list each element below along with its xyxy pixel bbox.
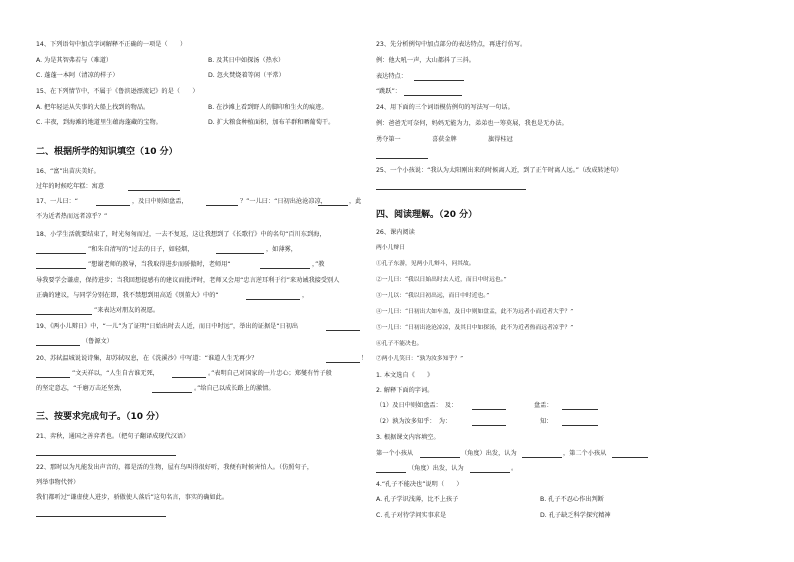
q20-line3b: 。”给自己以成长路上的激情。	[194, 385, 275, 392]
q22-line1: 22、那时以为凡能发出声音的，都是活的生物，屋有鸟叫得很好听，我便有时候害怕人。（仿照句子，	[36, 464, 314, 471]
q23-feature-blank[interactable]	[414, 80, 464, 81]
q14-stem: 14、下列语句中加点字词解释不正确的一项是（ ）	[36, 41, 187, 48]
q15-option-c[interactable]: C. 丰夜，到海滩的地道里生蕴海蓬藏的宝物。	[36, 119, 162, 126]
q26-sub1: 1. 本文选自《 》	[376, 372, 434, 379]
q26-sub4: 4.“孔子不能决也”说明（ ）	[376, 481, 463, 488]
q26-ji-blank[interactable]	[472, 409, 506, 410]
q17-line1b: ，及日中则如盘盂，	[132, 198, 188, 205]
q26-sub3-b: （角度）出发，认为	[461, 450, 517, 457]
q17-line2: 不为近者热而远者凉乎？”	[36, 213, 108, 220]
q20-line1b: ！	[361, 355, 368, 362]
q26-option-b[interactable]: B. 孔子不忍心作出判断	[540, 496, 604, 503]
q26-panyu-blank[interactable]	[562, 409, 598, 410]
q23-example: 例：他大吼一声，大山都抖了三抖。	[376, 57, 475, 64]
q14-option-c[interactable]: C. 蓬蓬一本阿（清凉的样子）	[36, 72, 119, 79]
q20-blank-1[interactable]	[326, 362, 360, 363]
q19-line2: （鲁源文）	[82, 338, 113, 345]
q26-view1-blank[interactable]	[522, 457, 562, 458]
q15-option-b[interactable]: B. 在沙滩上看到野人的脚印和生火的痕迹。	[208, 104, 328, 111]
q26-sub2-1b: 盘盂：	[534, 402, 553, 409]
q17-line1c: ？”一儿曰：“日初出沧沧凉凉，	[240, 198, 327, 205]
q22-answer-blank[interactable]	[36, 516, 166, 517]
passage-para-3: ③一儿以：“我以日初出远，而日中时近也。”	[376, 293, 490, 299]
q24-word-1: 勇夺第一	[376, 136, 401, 143]
q18-blank-4[interactable]	[260, 268, 310, 269]
q18-line1: 18、小学生活就要结束了，时光匆匆而过，一去不复返，这让我想到了《长歌行》中的名句“百川东到海，	[36, 231, 326, 238]
q20-line2: ”文天祥以，“人生自古谁无死，	[72, 370, 159, 377]
section-3-heading: 三、按要求完成句子。（10 分）	[36, 412, 165, 422]
q15-option-a[interactable]: A. 把年轻运从失事的大船上找到的物品。	[36, 104, 150, 111]
q14-option-a[interactable]: A. 为是其智弗若与（难道）	[36, 57, 113, 64]
q18-blank-5[interactable]	[246, 299, 300, 300]
q24-word-2: 喜获金牌	[432, 136, 457, 143]
q26-wei-blank[interactable]	[472, 425, 506, 426]
q20-line1: 20、苏轼温城说说诗集，却苏轼叹息，在《洗溪沙》中写道：“谁道人生无再少？	[36, 355, 258, 362]
q20-line3: 的坚定意志，“千磨万击还坚劲，	[36, 385, 126, 392]
q16-answer-blank[interactable]	[128, 190, 180, 191]
q23-feature-label: 表达特点：	[376, 73, 407, 80]
q26-option-d[interactable]: D. 孔子缺乏科学探究精神	[540, 512, 611, 519]
q20-blank-3[interactable]	[172, 377, 206, 378]
passage-para-7: ⑦两小儿笑曰：“孰为汝多知乎？”	[376, 356, 464, 362]
q26-zhi-blank[interactable]	[562, 425, 598, 426]
q26-view2-blank[interactable]	[470, 472, 510, 473]
q24-example: 例：爸爸无可奈何，妈妈无能为力，弟弟也一筹莫展，我也是无办法。	[376, 120, 568, 127]
q24-answer-blank[interactable]	[376, 158, 428, 159]
q18-line3a: ”想谢老师的教导，当我取得进步而骄傲时，老师用“	[88, 261, 231, 268]
q25-answer-blank[interactable]	[376, 189, 526, 190]
q17-blank-1[interactable]	[96, 205, 130, 206]
q16-line1: 16、“富”出苗庆美好。	[36, 168, 100, 175]
q20-blank-4[interactable]	[152, 392, 192, 393]
q26-sub3-c: ，第二个小孩从	[563, 450, 607, 457]
q14-option-b[interactable]: B. 及其日中如探汤（热水）	[208, 57, 285, 64]
q26-angle2-blank[interactable]	[612, 457, 648, 458]
q24-line1: 24、用下面的三个词语模仿例句的写法写一句话。	[376, 104, 514, 111]
q16-line2: 过年的时候吃年糕：寓意	[36, 183, 105, 190]
q19-line1: 19、《两小儿辩日》中，“一儿”为了证明“日始出时去人近，而日中时远”，举出的证据是“日初出	[36, 323, 299, 330]
q26-sub3: 3. 根据课文内容填空。	[376, 434, 440, 441]
q18-blank-6[interactable]	[36, 314, 92, 315]
q19-blank-1[interactable]	[326, 330, 360, 331]
passage-para-4: ④一儿曰：“日初出大如车盖，及日中则如盘盂，此不为远者小而近者大乎？”	[376, 309, 574, 315]
q22-line2: 列举事物代替）	[36, 479, 80, 486]
q26-angle2-blank-cont[interactable]	[376, 472, 406, 473]
passage-para-5: ⑤一儿曰：“日初出沧沧凉凉，及其日中如探汤，此不为近者热而远者凉乎？”	[376, 325, 574, 331]
q23-jump-label: “跳跃”：	[376, 88, 401, 95]
q21-answer-blank[interactable]	[36, 455, 176, 456]
q26-option-c[interactable]: C. 孔子对待学问实事求是	[376, 512, 447, 519]
q26-sub2-1: （1）及日中则如盘盂： 及：	[376, 402, 458, 409]
q26-sub2-2b: 知：	[540, 418, 553, 425]
section-4-heading: 四、阅读理解。（20 分）	[376, 210, 478, 220]
q26-option-a[interactable]: A. 孔子学识浅薄，比不上孩子	[376, 496, 459, 503]
passage-para-1: ①孔子东游，见两小儿辩斗，问其故。	[376, 261, 475, 267]
q18-blank-3[interactable]	[36, 268, 86, 269]
q17-blank-3[interactable]	[318, 205, 348, 206]
q26-stem: 26、课内阅读	[376, 229, 415, 236]
q18-blank-2[interactable]	[216, 253, 264, 254]
q15-stem: 15、在下列情节中，不属于《鲁滨逊漂流记》的是（ ）	[36, 88, 199, 95]
q23-jump-blank[interactable]	[404, 95, 462, 96]
q20-blank-2[interactable]	[36, 377, 70, 378]
q26-sub2-2: （2）孰为汝多知乎： 为：	[376, 418, 452, 425]
q18-line4: 导我要学会谦虚，保持进步；当我回想提感有的建议而批评时，老师又会用“忠言逆耳利于行”来劝诫我接受别人	[36, 277, 340, 284]
q21-line1: 21、弈秋，通国之善弈者也。（把句子翻译成现代汉语）	[36, 433, 190, 440]
q19-blank-2[interactable]	[36, 345, 80, 346]
q26-sub2: 2. 解释下面的字词。	[376, 387, 434, 394]
q17-blank-2[interactable]	[206, 205, 238, 206]
q20-line2b: 。”表明自己对国家的一片忠心；郑燮有竹子般	[208, 370, 332, 377]
passage-para-6: ⑥孔子不能决也。	[376, 341, 423, 347]
q26-sub3-a: 第一个小孩从	[376, 450, 414, 457]
q17-line1d: ，此	[349, 198, 362, 205]
q23-line1: 23、先分析例句中加点部分的表达特点，再进行仿写。	[376, 41, 527, 48]
q25-line1: 25、一个小孩说：“我认为太阳刚出来的时候离人近，到了正午时离人远。”（改成转述句）	[376, 167, 623, 174]
q18-line6: ”来表达对朋友的祝愿。	[94, 307, 160, 314]
q15-option-d[interactable]: D. 扩大粮食种植面积，加布羊群和晒葡萄干。	[208, 119, 335, 126]
q26-sub3-d: （角度）出发，认为	[408, 465, 464, 472]
q26-angle1-blank[interactable]	[420, 457, 460, 458]
section-2-heading: 二、根据所学的知识填空（10 分）	[36, 147, 178, 157]
q18-line5b: ，	[302, 292, 309, 299]
q17-line1a: 17、一儿曰：“	[36, 198, 79, 205]
q18-line3b: ，”教	[312, 261, 325, 268]
q18-line5a: 正确的建议，与同学分别在即，我不禁想到用高适《别董大》中的“	[36, 292, 219, 299]
q14-option-d[interactable]: D. 忽火焚烧着等闲（平常）	[208, 72, 285, 79]
q18-blank-1[interactable]	[36, 253, 86, 254]
q18-line2b: ，如薄雾，	[266, 246, 297, 253]
passage-title: 两小儿辩日	[376, 245, 405, 251]
q18-line2a: ”和朱自清写的“过去的日子，如轻烟，	[88, 246, 194, 253]
q22-line3: 我们都听过“谦虚使人进步，骄傲使人落后”这句名言，事实的确如此。	[36, 494, 229, 501]
passage-para-2: ②一儿曰：“我以日始出时去人近，而日中时远也。”	[376, 277, 507, 283]
q24-word-3: 旗得桂冠	[488, 136, 513, 143]
q26-sub3-e: 。	[511, 465, 518, 472]
